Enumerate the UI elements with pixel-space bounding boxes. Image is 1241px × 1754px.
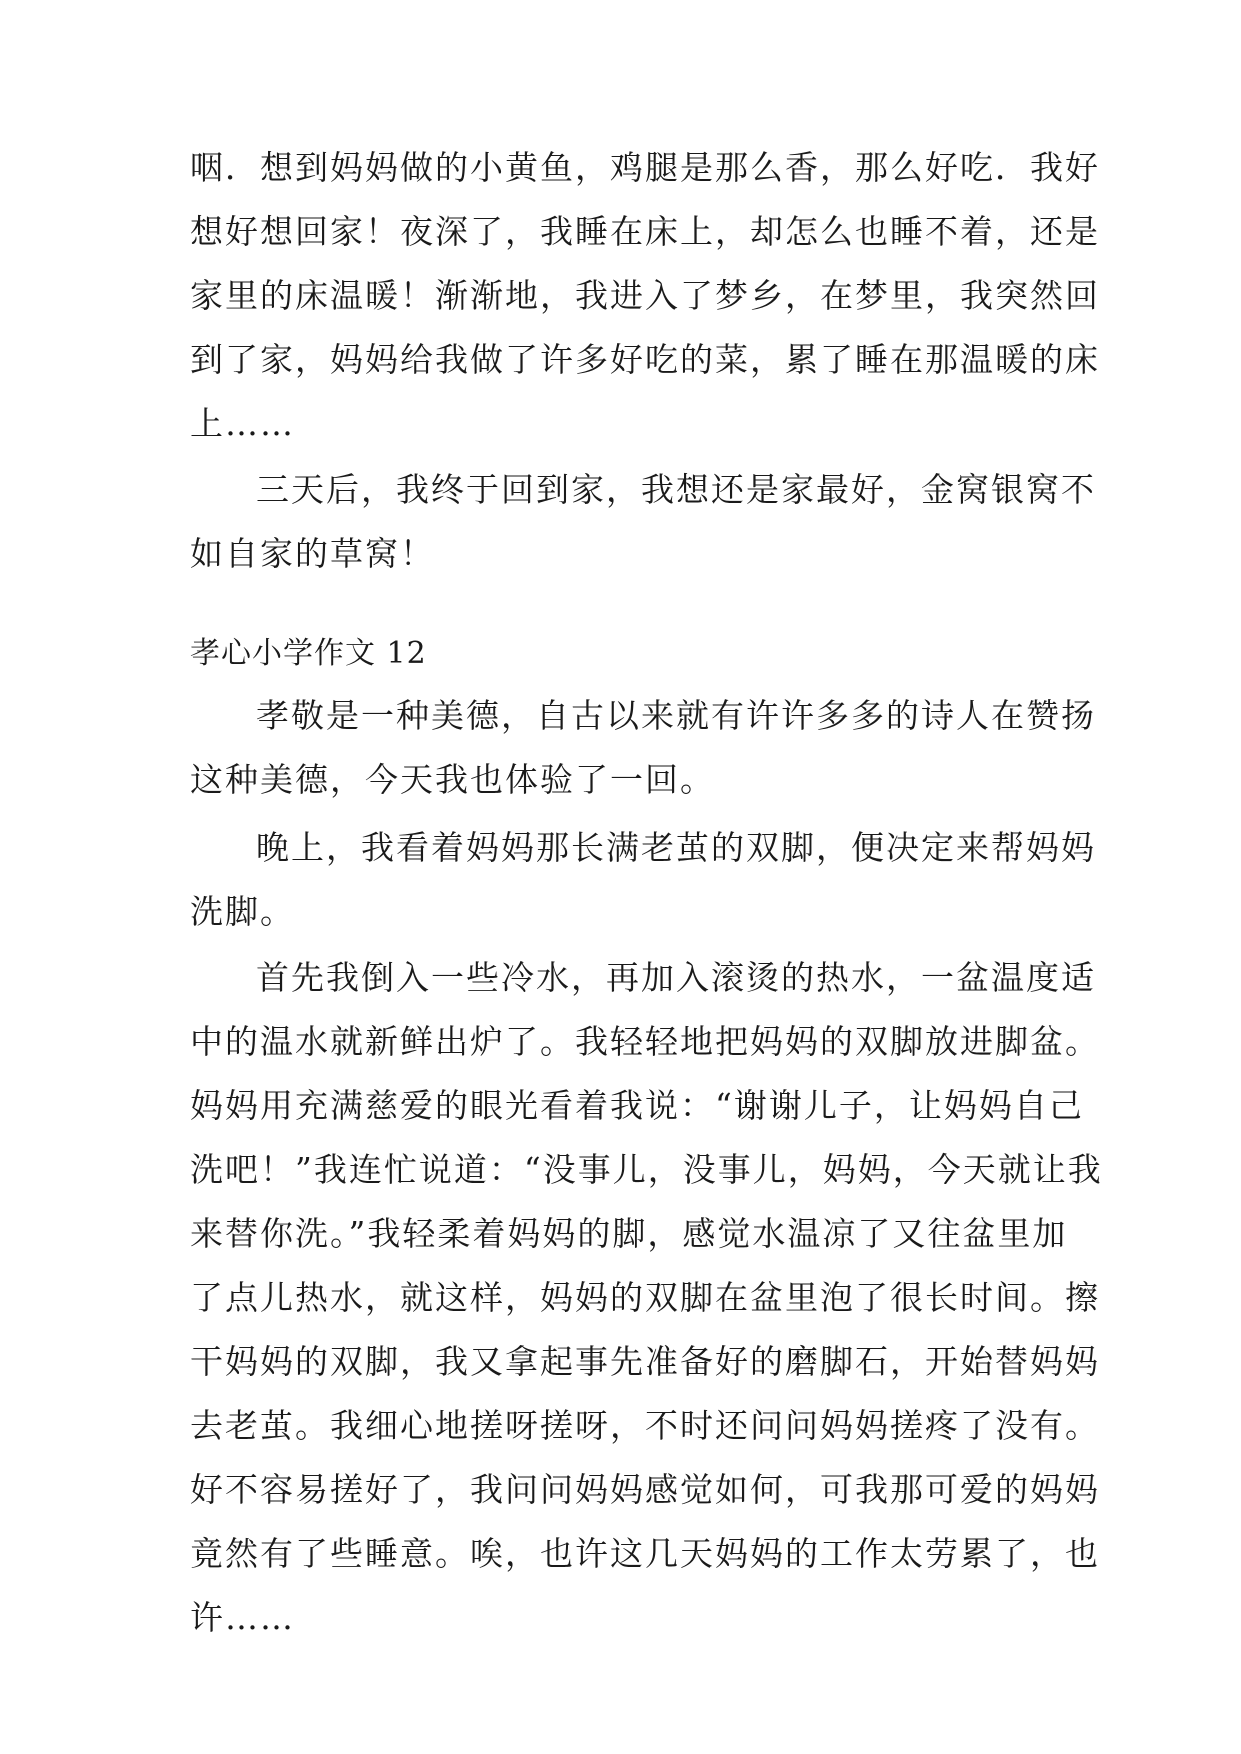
- paragraph: [190, 816, 1096, 944]
- essay-title: [190, 626, 1070, 682]
- paragraph-line: 想好想回家！夜深了，我睡在床上，却怎么也睡不着，还是: [190, 212, 1100, 251]
- paragraph-line: 去老茧。我细心地搓呀搓呀，不时还问问妈妈搓疼了没有。: [190, 1406, 1100, 1445]
- paragraph-line: 竟然有了些睡意。唉，也许这几天妈妈的工作太劳累了，也: [190, 1534, 1100, 1573]
- essay-title-text: 孝心小学作文 12: [190, 636, 427, 671]
- paragraph-line: 这种美德，今天我也体验了一回。: [190, 760, 715, 799]
- paragraph-line: 家里的床温暖！渐渐地，我进入了梦乡，在梦里，我突然回: [190, 276, 1100, 315]
- paragraph-line: 三天后，我终于回到家，我想还是家最好，金窝银窝不: [256, 470, 1096, 509]
- paragraph-line: 来替你洗。”我轻柔着妈妈的脚，感觉水温凉了又往盆里加: [190, 1214, 1068, 1253]
- paragraph: [190, 946, 1103, 1650]
- paragraph-line: 好不容易搓好了，我问问妈妈感觉如何，可我那可爱的妈妈: [190, 1470, 1100, 1509]
- paragraph: [190, 684, 1096, 812]
- paragraph-line: 许……: [190, 1598, 295, 1637]
- paragraph-line: 了点儿热水，就这样，妈妈的双脚在盆里泡了很长时间。擦: [190, 1278, 1100, 1317]
- paragraph-line: 干妈妈的双脚，我又拿起事先准备好的磨脚石，开始替妈妈: [190, 1342, 1100, 1381]
- paragraph-line: 洗吧！”我连忙说道：“没事儿，没事儿，妈妈，今天就让我: [190, 1150, 1103, 1189]
- paragraph-line: 孝敬是一种美德，自古以来就有许许多多的诗人在赞扬: [256, 696, 1096, 735]
- paragraph-line: 首先我倒入一些冷水，再加入滚烫的热水，一盆温度适: [256, 958, 1096, 997]
- paragraph-line: 上……: [190, 404, 295, 443]
- paragraph-continued: [190, 136, 1100, 456]
- paragraph-line: 如自家的草窝！: [190, 534, 435, 573]
- paragraph-line: 咽．想到妈妈做的小黄鱼，鸡腿是那么香，那么好吃．我好: [190, 148, 1100, 187]
- paragraph: [190, 458, 1096, 586]
- paragraph-line: 到了家，妈妈给我做了许多好吃的菜，累了睡在那温暖的床: [190, 340, 1100, 379]
- paragraph-line: 妈妈用充满慈爱的眼光看着我说：“谢谢儿子，让妈妈自己: [190, 1086, 1084, 1125]
- paragraph-line: 晚上，我看着妈妈那长满老茧的双脚，便决定来帮妈妈: [256, 828, 1096, 867]
- paragraph-line: 洗脚。: [190, 892, 295, 931]
- paragraph-line: 中的温水就新鲜出炉了。我轻轻地把妈妈的双脚放进脚盆。: [190, 1022, 1100, 1061]
